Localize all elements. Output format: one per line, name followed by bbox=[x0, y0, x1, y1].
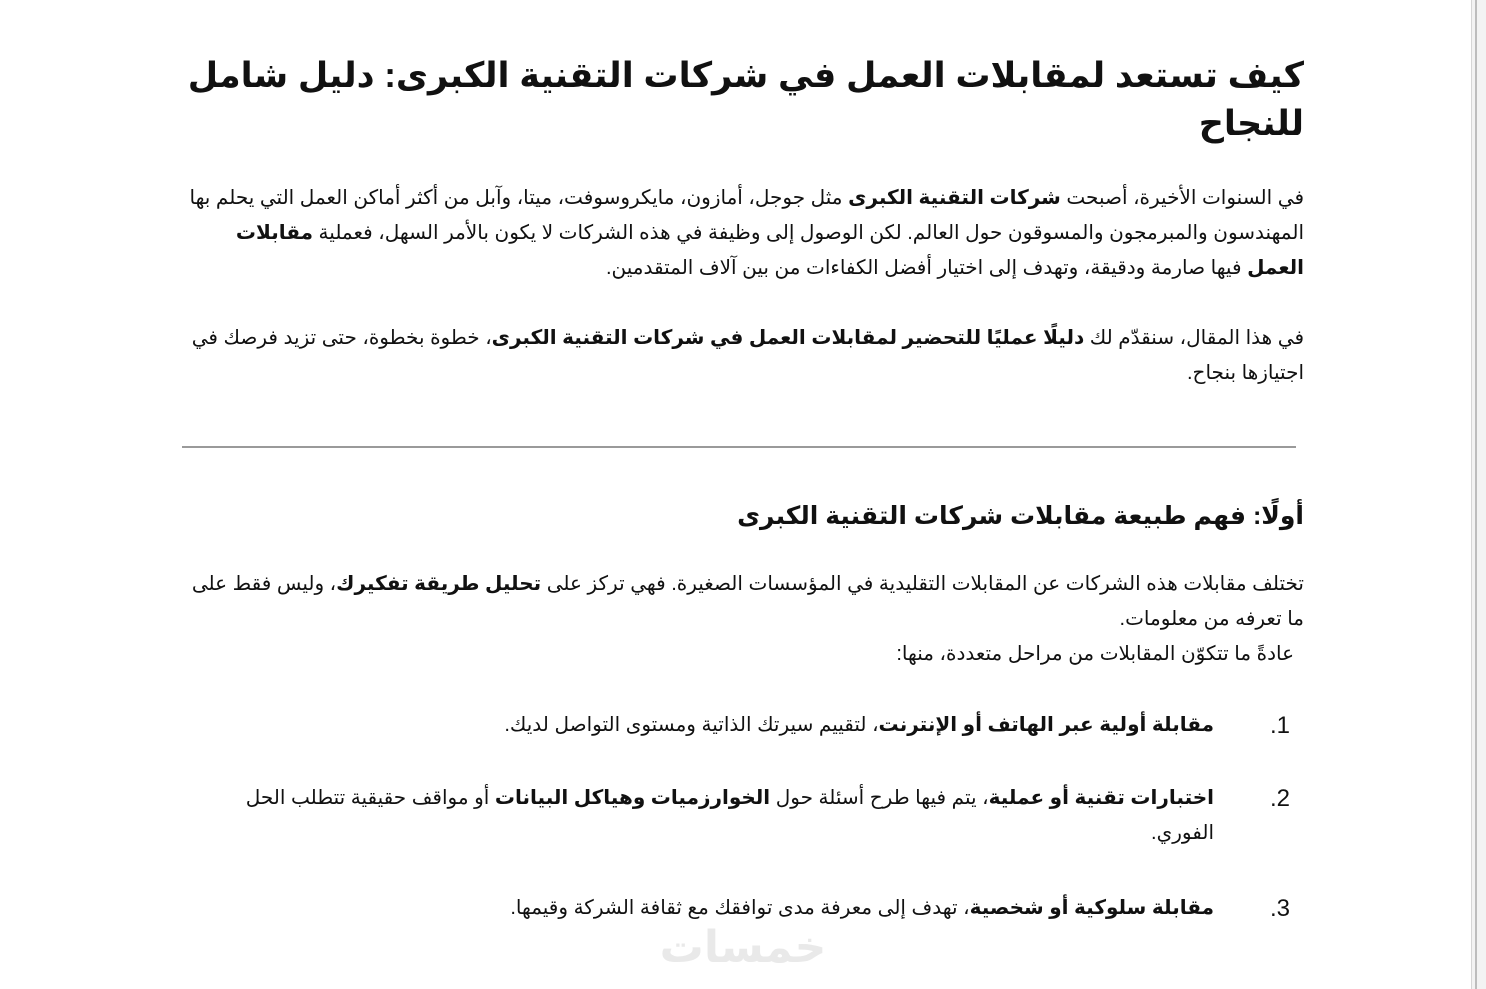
khamsat-watermark-logo: خمسات bbox=[659, 923, 827, 972]
intro-paragraph-1 bbox=[180, 181, 1304, 286]
intro-p1-bold-interviews: مقابلات العمل bbox=[235, 222, 1304, 279]
list-item-rest: أو مواقف حقيقية تتطلب الحل الفوري. bbox=[245, 787, 1214, 844]
section1-p3-bold-thinking: تحليل طريقة تفكيرك bbox=[336, 573, 542, 595]
list-item-mid: ، يتم فيها طرح أسئلة حول bbox=[770, 787, 989, 809]
intro-paragraph-2 bbox=[180, 321, 1304, 391]
intro-p1-bold-big-tech: شركات التقنية الكبرى bbox=[848, 187, 1061, 209]
intro-p1-text-a: في السنوات الأخيرة، أصبحت bbox=[1060, 187, 1304, 209]
horizontal-divider bbox=[182, 446, 1296, 448]
intro-p2-text-c: ، خطوة بخطوة، حتى تزيد فرصك في اجتيازها بنجاح. bbox=[191, 327, 1304, 384]
intro-p1-text-e: فيها صارمة ودقيقة، وتهدف إلى اختيار أفضل الكفاءات من بين آلاف المتقدمين. bbox=[605, 257, 1248, 279]
section1-p3-text-a: تختلف مقابلات هذه الشركات عن المقابلات التقليدية في المؤسسات الصغيرة. فهي تركز على bbox=[541, 573, 1304, 595]
list-item bbox=[180, 891, 1304, 926]
section1-p3-text-c: ، وليس فقط على ما تعرفه من معلومات. bbox=[191, 573, 1304, 630]
list-item-number: 2. bbox=[1269, 785, 1290, 812]
list-item-bold: مقابلة أولية عبر الهاتف أو الإنترنت bbox=[878, 714, 1214, 736]
list-item-bold: اختبارات تقنية أو عملية bbox=[988, 787, 1214, 809]
section-heading-first: أولًا: فهم طبيعة مقابلات شركات التقنية الكبرى bbox=[737, 502, 1304, 530]
page-title: كيف تستعد لمقابلات العمل في شركات التقنية الكبرى: دليل شامل للنجاح bbox=[187, 56, 1304, 143]
list-item-number: 3. bbox=[1269, 895, 1290, 922]
list-item-text bbox=[180, 891, 1214, 926]
window-right-edge bbox=[1471, 0, 1486, 989]
list-item-rest: ، تهدف إلى معرفة مدى توافقك مع ثقافة الشركة وقيمها. bbox=[510, 897, 970, 919]
section1-paragraph bbox=[180, 567, 1304, 672]
intro-p1-text-c: مثل جوجل، أمازون، مايكروسوفت، ميتا، وآبل من أكثر أماكن العمل التي يحلم بها المهندسون والمبرمجون والمسوقون حول العالم. لكن الوصول إلى وظيفة في هذه الشركات لا يكون بالأمر السهل، فعملية bbox=[189, 187, 1304, 244]
list-item-text bbox=[180, 781, 1214, 851]
intro-p2-text-a: في هذا المقال، سنقدّم لك bbox=[1084, 327, 1304, 349]
list-item-bold-algorithms: الخوارزميات وهياكل البيانات bbox=[494, 787, 771, 809]
edge-line bbox=[1475, 0, 1477, 989]
list-item-number: 1. bbox=[1269, 712, 1290, 739]
list-item bbox=[180, 781, 1304, 851]
list-item bbox=[180, 708, 1304, 743]
intro-p2-bold-guide: دليلًا عمليًا للتحضير لمقابلات العمل في شركات التقنية الكبرى bbox=[491, 327, 1085, 349]
section1-p3-stages-intro: عادةً ما تتكوّن المقابلات من مراحل متعددة، منها: bbox=[896, 643, 1294, 665]
list-item-text bbox=[180, 708, 1214, 743]
list-item-rest: ، لتقييم سيرتك الذاتية ومستوى التواصل لديك. bbox=[504, 714, 879, 736]
list-item-bold: مقابلة سلوكية أو شخصية bbox=[969, 897, 1214, 919]
